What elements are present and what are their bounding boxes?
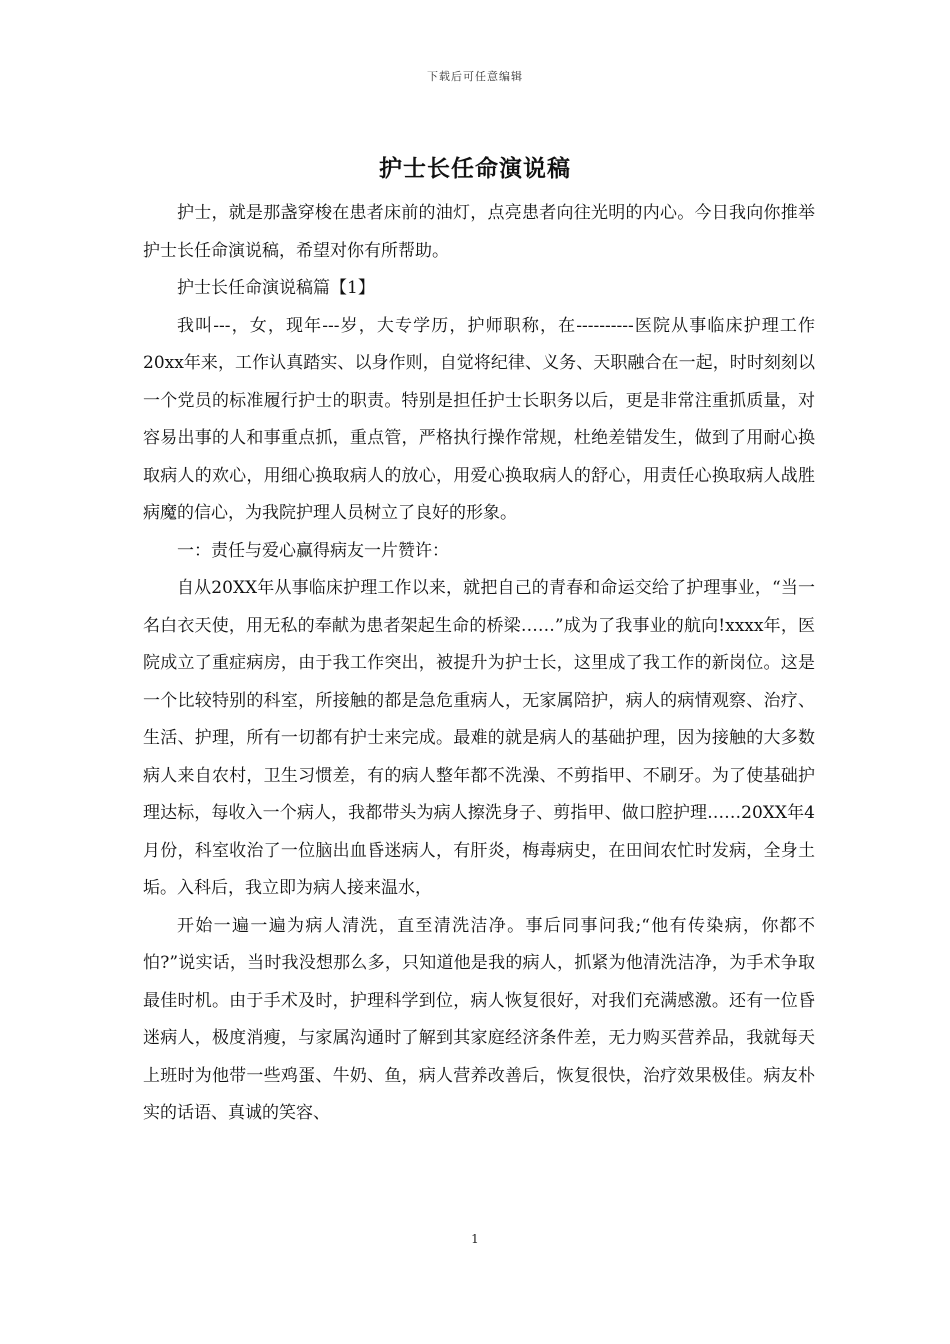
header-note: 下载后可任意编辑 <box>427 70 523 83</box>
paragraph-intro: 护士，就是那盏穿梭在患者床前的油灯，点亮患者向往光明的内心。今日我向你推举护士长任命演说稿，希望对你有所帮助。 <box>143 203 815 261</box>
section-heading: 护士长任命演说稿篇【1】 <box>177 278 375 298</box>
page-number: 1 <box>471 1232 479 1246</box>
paragraph-care-story: 开始一遍一遍为病人清洗，直至清洗洁净。事后同事问我;“他有传染病，你都不怕?”说实话，当时我没想那么多，只知道他是我的病人，抓紧为他清洗洁净，为手术争取最佳时机。由于手术及时，护理科学到位，病人恢复很好，对我们充满感激。还有一位昏迷病人，极度消瘦，与家属沟通时了解到其家庭经济条件差，无力购买营养品，我就每天上班时为他带一些鸡蛋、牛奶、鱼，病人营养改善后，恢复很快，治疗效果极佳。病友朴实的话语、真诚的笑容、 <box>143 915 815 1123</box>
paragraph-self-introduction: 我叫---，女，现年---岁，大专学历，护师职称，在----------医院从事临床护理工作20xx年来，工作认真踏实、以身作则，自觉将纪律、义务、天职融合在一起，时时刻刻以一个党员的标准履行护士的职责。特别是担任护士长职务以后，更是非常注重抓质量，对容易出事的人和事重点抓，重点管，严格执行操作常规，杜绝差错发生，做到了用耐心换取病人的欢心，用细心换取病人的放心，用爱心换取病人的舒心，用责任心换取病人战胜病魔的信心，为我院护理人员树立了良好的形象。 <box>143 315 815 523</box>
paragraph-career: 自从20XX年从事临床护理工作以来，就把自己的青春和命运交给了护理事业，“当一名白衣天使，用无私的奉献为患者架起生命的桥梁……”成为了我事业的航向!xxxx年，医院成立了重症病房，由于我工作突出，被提升为护士长，这里成了我工作的新岗位。这是一个比较特别的科室，所接触的都是急危重病人，无家属陪护，病人的病情观察、治疗、生活、护理，所有一切都有护士来完成。最难的就是病人的基础护理，因为接触的大多数病人来自农村，卫生习惯差，有的病人整年都不洗澡、不剪指甲、不刷牙。为了使基础护理达标，每收入一个病人，我都带头为病人擦洗身子、剪指甲、做口腔护理……20XX年4月份，科室收治了一位脑出血昏迷病人，有肝炎，梅毒病史，在田间农忙时发病，全身土垢。入科后，我立即为病人接来温水， <box>143 578 815 898</box>
document-title: 护士长任命演说稿 <box>379 155 571 182</box>
document-body <box>143 195 815 1133</box>
subsection-heading: 一：责任与爱心赢得病友一片赞许： <box>177 540 449 561</box>
